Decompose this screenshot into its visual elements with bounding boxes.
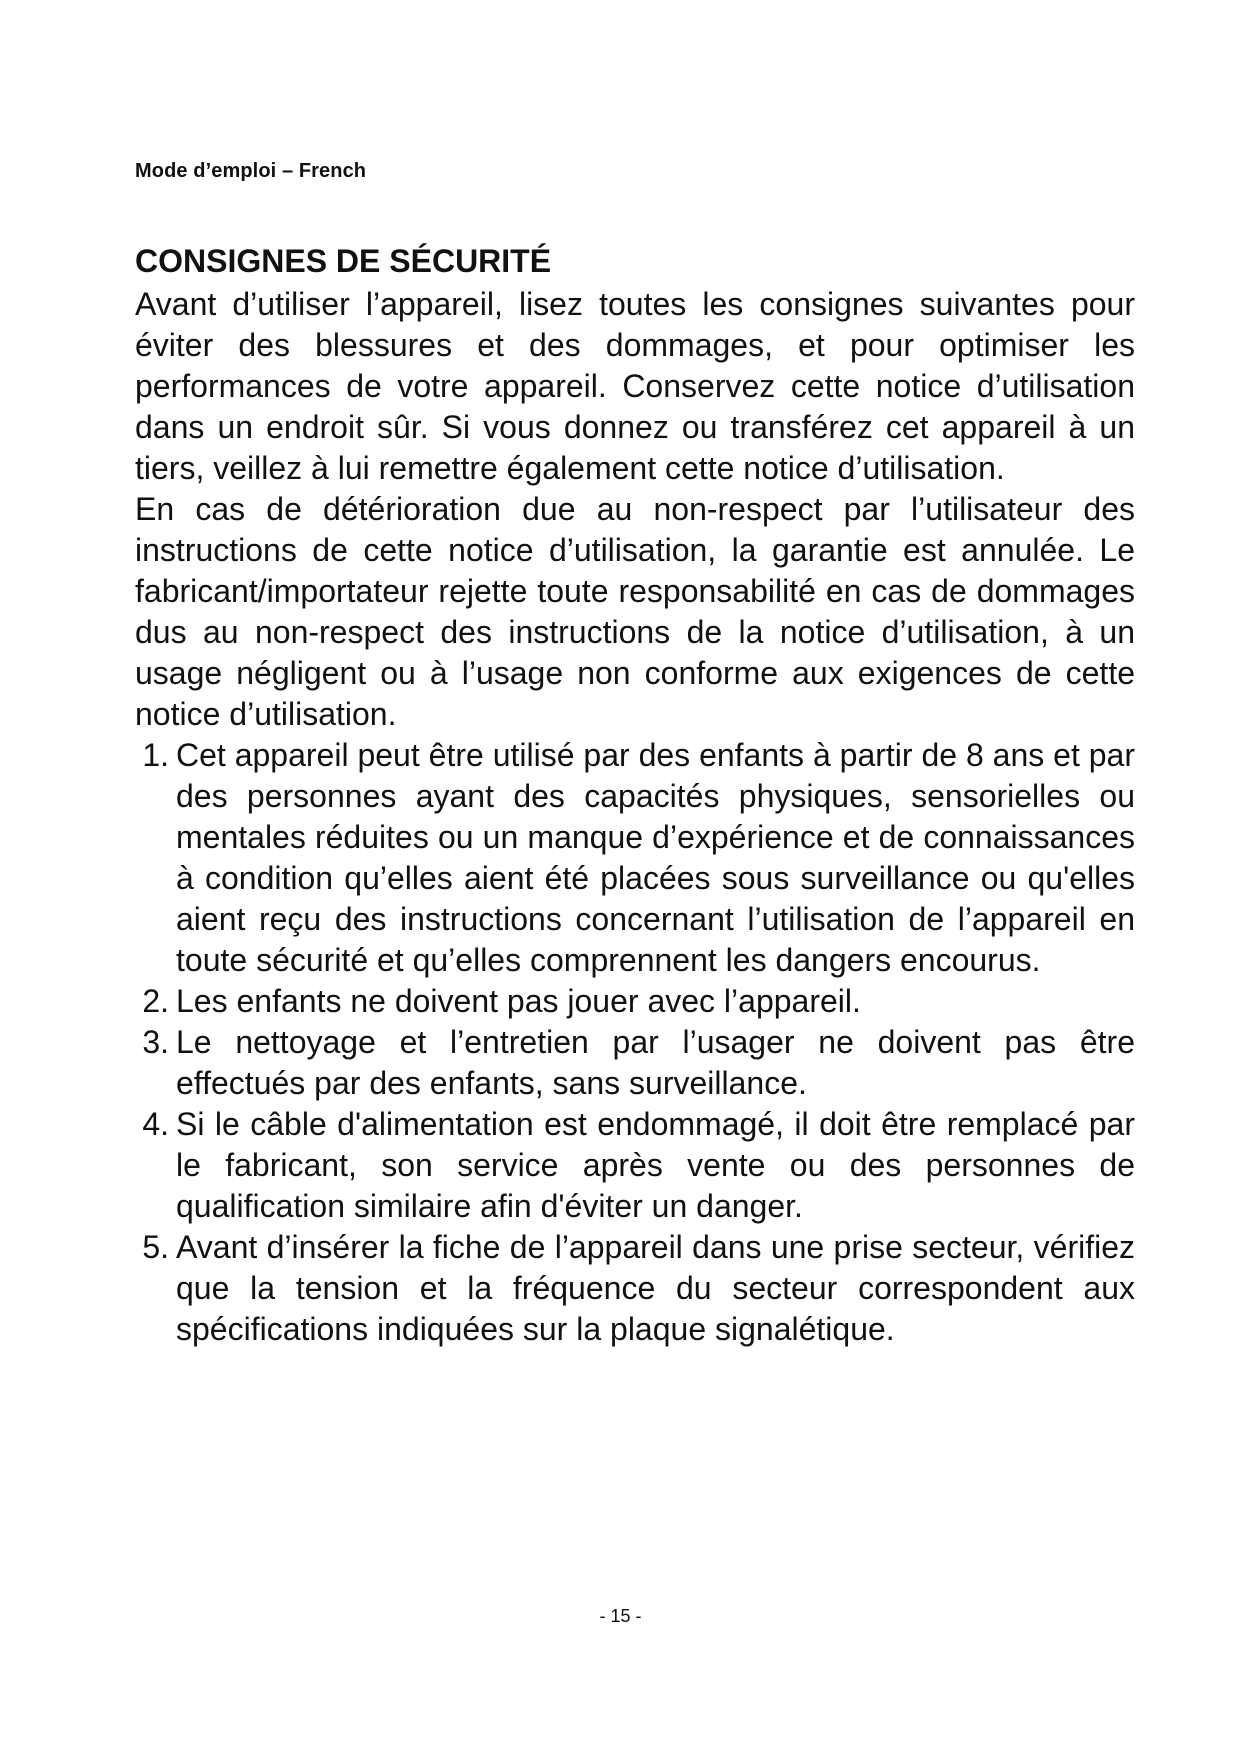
list-item-number: 2.: [142, 983, 169, 1019]
document-header-label: Mode d’emploi – French: [135, 160, 367, 182]
list-item: [135, 1227, 1135, 1350]
list-item-text: Avant d’insérer la fiche de l’appareil dans une prise secteur, vérifiez que la tension et la fréquence du secteur correspondent aux spécifications indiquées sur la plaque signalétique.: [176, 1229, 1135, 1347]
list-item: [135, 1104, 1135, 1227]
list-item: [135, 735, 1135, 981]
list-item: [135, 1022, 1135, 1104]
page-number: - 15 -: [599, 1606, 642, 1626]
safety-section: [135, 238, 1135, 1350]
list-item-number: 5.: [142, 1229, 169, 1265]
list-item-text: Le nettoyage et l’entretien par l’usager ne doivent pas être effectués par des enfants, sans surveillance.: [176, 1024, 1135, 1101]
list-item-text: Cet appareil peut être utilisé par des enfants à partir de 8 ans et par des personnes ayant des capacités physiques, sensorielles ou mentales réduites ou un manque d’expérience et de connaissances à condition qu’elles aient été placées sous surveillance ou qu'elles aient reçu des instructions concernant l’utilisation de l’appareil en toute sécurité et qu’elles comprennent les dangers encourus.: [176, 737, 1135, 978]
intro-paragraph-1: Avant d’utiliser l’appareil, lisez toutes les consignes suivantes pour éviter des blessures et des dommages, et pour optimiser les performances de votre appareil. Conservez cette notice d’utilisation dans un endroit sûr. Si vous donnez ou transférez cet appareil à un tiers, veillez à lui remettre également cette notice d’utilisation.: [135, 286, 1135, 486]
list-item-number: 3.: [142, 1024, 169, 1060]
list-item-text: Si le câble d'alimentation est endommagé, il doit être remplacé par le fabricant, son service après vente ou des personnes de qualification similaire afin d'éviter un danger.: [176, 1106, 1135, 1224]
list-item: [135, 981, 1135, 1022]
safety-instructions-list: [135, 735, 1135, 1350]
list-item-number: 4.: [142, 1106, 169, 1142]
intro-paragraph-2: En cas de détérioration due au non-respect par l’utilisateur des instructions de cette notice d’utilisation, la garantie est annulée. Le fabricant/importateur rejette toute responsabilité en cas de dommages dus au non-respect des instructions de la notice d’utilisation, à un usage négligent ou à l’usage non conforme aux exigences de cette notice d’utilisation.: [135, 491, 1135, 732]
list-item-text: Les enfants ne doivent pas jouer avec l’appareil.: [176, 983, 861, 1019]
section-title: CONSIGNES DE SÉCURITÉ: [135, 243, 552, 279]
list-item-number: 1.: [142, 737, 169, 773]
